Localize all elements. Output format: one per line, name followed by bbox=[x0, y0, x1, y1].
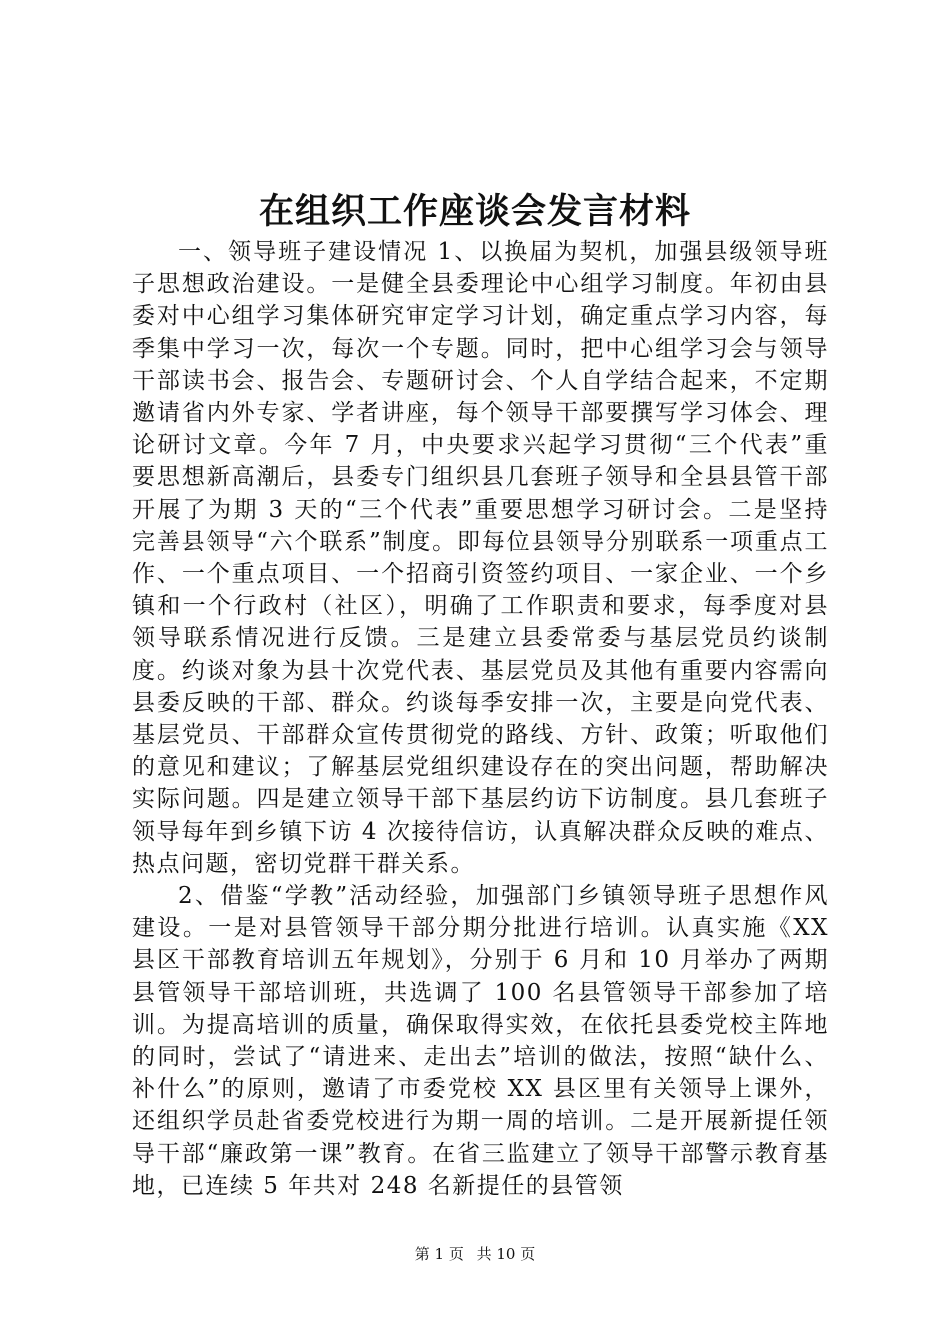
body-paragraph: 一、领导班子建设情况 1、以换届为契机，加强县级领导班子思想政治建设。一是健全县委理论中心组学习制度。年初由县委对中心组学习集体研究审定学习计划，确定重点学习内容，每季集中学习一次，每次一个专题。同时，把中心组学习会与领导干部读书会、报告会、专题研讨会、个人自学结合起来，不定期邀请省内外专家、学者讲座，每个领导干部要撰写学习体会、理论研讨文章。今年 7 月，中央要求兴起学习贯彻“三个代表”重要思想新高潮后，县委专门组织县几套班子领导和全县县管干部开展了为期 3 天的“三个代表”重要思想学习研讨会。二是坚持完善县领导“六个联系”制度。即每位县领导分别联系一项重点工作、一个重点项目、一个招商引资签约项目、一家企业、一个乡镇和一个行政村（社区），明确了工作职责和要求，每季度对县领导联系情况进行反馈。三是建立县委常委与基层党员约谈制度。约谈对象为县十次党代表、基层党员及其他有重要内容需向县委反映的干部、群众。约谈每季安排一次，主要是向党代表、基层党员、干部群众宣传贯彻党的路线、方针、政策；听取他们的意见和建议；了解基层党组织建设存在的突出问题，帮助解决实际问题。四是建立领导干部下基层约访下访制度。县几套班子领导每年到乡镇下访 4 次接待信访，认真解决群众反映的难点、热点问题，密切党群干群关系。 bbox=[132, 239, 829, 877]
page-title: 在组织工作座谈会发言材料 bbox=[258, 191, 691, 232]
page-footer bbox=[0, 1243, 950, 1264]
page-total: 共 10 页 bbox=[476, 1245, 536, 1263]
document-body bbox=[132, 236, 829, 1202]
page-number: 第 1 页 bbox=[414, 1245, 464, 1263]
body-paragraph: 2、借鉴“学教”活动经验，加强部门乡镇领导班子思想作风建设。一是对县管领导干部分期分批进行培训。认真实施《XX 县区干部教育培训五年规划》，分别于 6 月和 10 月举办了两期县管领导干部培训班，共选调了 100 名县管领导干部参加了培训。为提高培训的质量，确保取得实效，在依托县委党校主阵地的同时，尝试了“请进来、走出去”培训的做法，按照“缺什么、补什么”的原则，邀请了市委党校 XX 县区里有关领导上课外，还组织学员赴省委党校进行为期一周的培训。二是开展新提任领导干部“廉政第一课”教育。在省三监建立了领导干部警示教育基地，已连续 5 年共对 248 名新提任的县管领 bbox=[132, 883, 829, 1199]
